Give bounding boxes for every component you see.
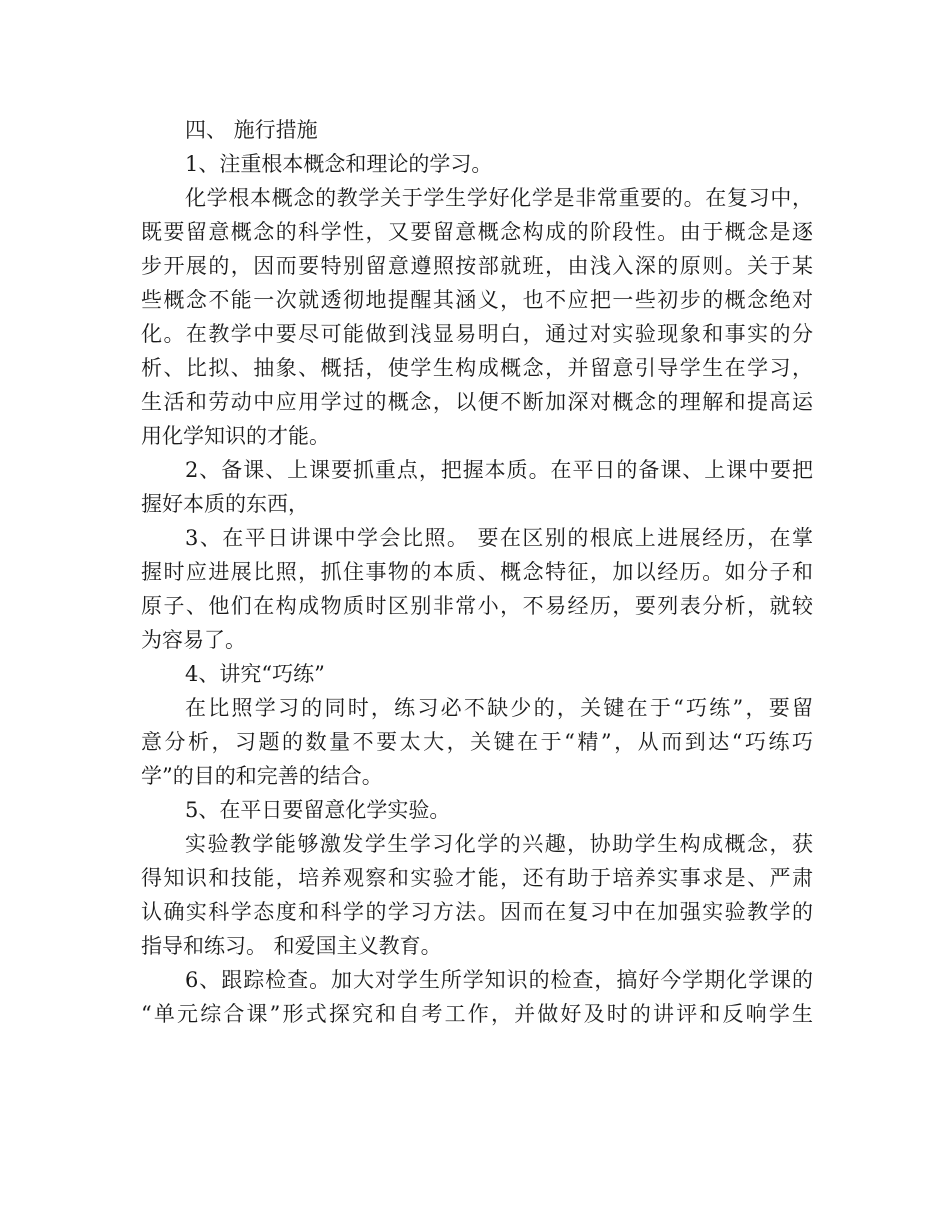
text-line: 得知识和技能，培养观察和实验才能，还有助于培养实事求是、严肃 [141, 866, 813, 890]
text-line: 原子、他们在构成物质时区别非常小，不易经历，要列表分析，就较 [141, 594, 813, 618]
text-line: 6、跟踪检查。加大对学生所学知识的检查，搞好今学期化学课的 [185, 968, 813, 992]
text-line: 析、比拟、抽象、概括，使学生构成概念，并留意引导学生在学习， [141, 356, 813, 380]
text-line: 实验教学能够激发学生学习化学的兴趣，协助学生构成概念，获 [185, 832, 813, 856]
text-line: 学”的目的和完善的结合。 [141, 764, 383, 788]
text-line: 用化学知识的才能。 [141, 424, 330, 448]
text-line: 指导和练习。 和爱国主义教育。 [141, 934, 442, 958]
document-body [141, 113, 813, 1031]
text-line: 握好本质的东西， [141, 492, 309, 516]
text-line: “单元综合课”形式探究和自考工作，并做好及时的讲评和反响学生 [141, 1002, 813, 1026]
text-line: 1、注重根本概念和理论的学习。 [185, 152, 493, 176]
text-line: 化学根本概念的教学关于学生学好化学是非常重要的。在复习中， [185, 186, 813, 210]
text-line: 既要留意概念的科学性，又要留意概念构成的阶段性。由于概念是逐 [141, 220, 813, 244]
text-line: 些概念不能一次就透彻地提醒其涵义，也不应把一些初步的概念绝对 [141, 288, 813, 312]
text-line: 5、在平日要留意化学实验。 [185, 798, 451, 822]
text-line: 生活和劳动中应用学过的概念，以便不断加深对概念的理解和提高运 [141, 390, 813, 414]
text-line: 认确实科学态度和科学的学习方法。因而在复习中在加强实验教学的 [141, 900, 813, 924]
text-line: 4、讲究“巧练” [185, 662, 325, 686]
text-line: 意分析，习题的数量不要太大，关键在于“精”，从而到达“巧练巧 [141, 730, 813, 754]
text-line: 2、备课、上课要抓重点，把握本质。在平日的备课、上课中要把 [185, 458, 813, 482]
text-line: 为容易了。 [141, 628, 246, 652]
text-line: 在比照学习的同时，练习必不缺少的，关键在于“巧练”，要留 [185, 696, 813, 720]
text-line: 3、在平日讲课中学会比照。 要在区别的根底上进展经历，在掌 [185, 526, 813, 550]
text-line: 握时应进展比照，抓住事物的本质、概念特征，加以经历。如分子和 [141, 560, 813, 584]
text-line: 四、 施行措施 [185, 118, 318, 142]
text-line: 步开展的，因而要特别留意遵照按部就班，由浅入深的原则。关于某 [141, 254, 813, 278]
text-line: 化。在教学中要尽可能做到浅显易明白，通过对实验现象和事实的分 [141, 322, 813, 346]
